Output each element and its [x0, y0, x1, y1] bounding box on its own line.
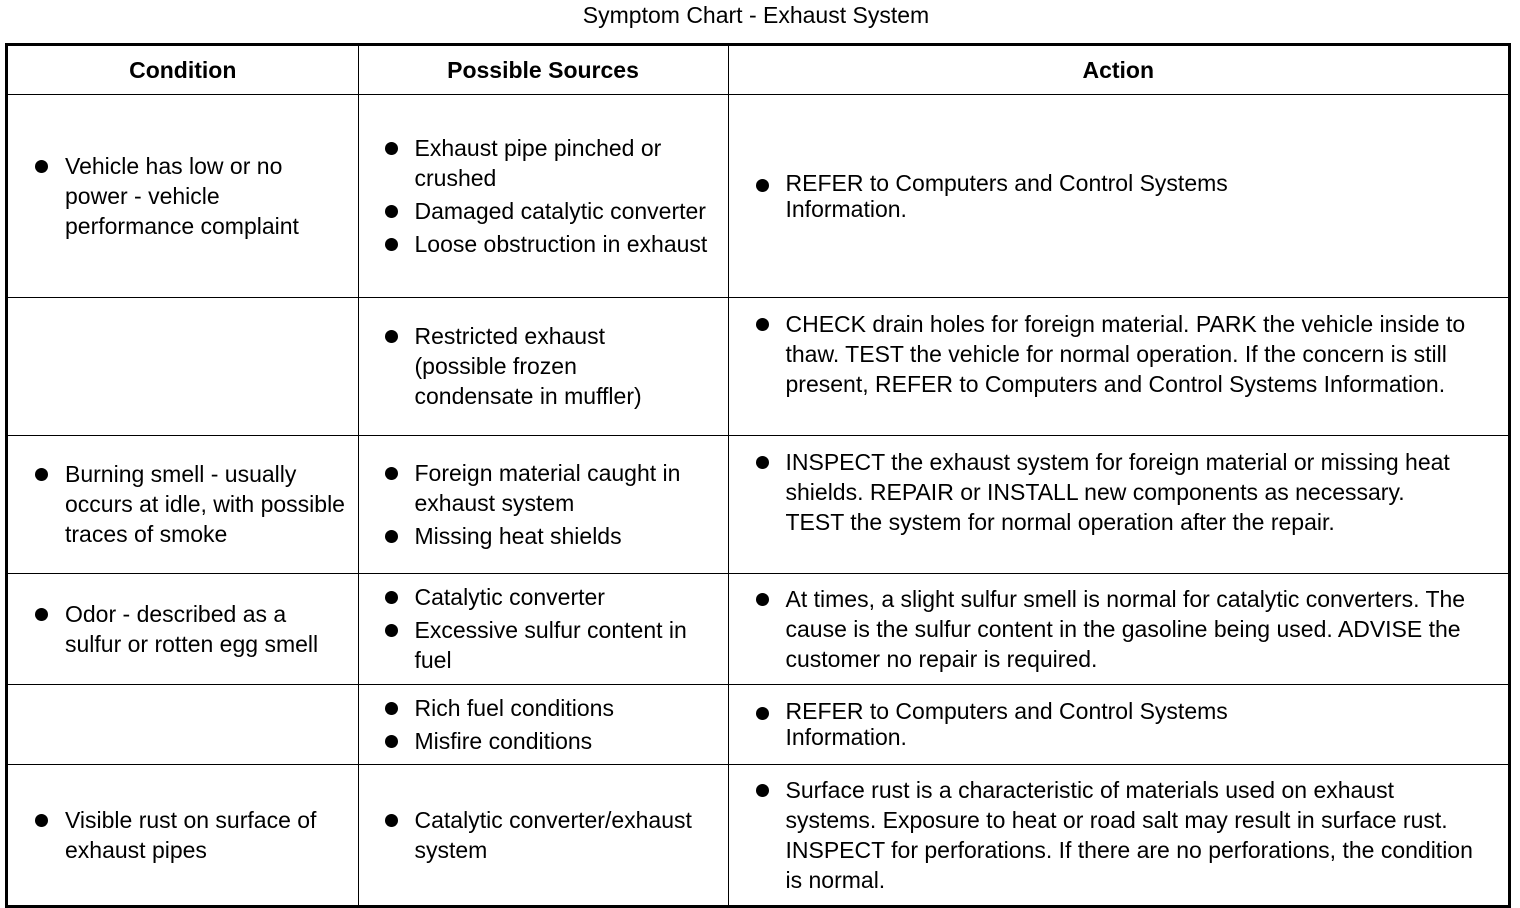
- action-cell: [728, 684, 1508, 764]
- table-row: [8, 684, 1508, 764]
- source-item: Catalytic converter/exhaust system: [359, 805, 728, 865]
- header-condition: Condition: [8, 46, 358, 94]
- sources-cell: [358, 94, 728, 297]
- table-row: [8, 94, 1508, 297]
- action-cell: [728, 435, 1508, 573]
- header-possible-sources: Possible Sources: [358, 46, 728, 94]
- table-row: [8, 297, 1508, 435]
- chart-title: Symptom Chart - Exhaust System: [582, 2, 930, 28]
- source-item: Damaged catalytic converter: [359, 196, 728, 226]
- source-item: Exhaust pipe pinched or crushed: [359, 133, 728, 193]
- header-row: [8, 46, 1508, 94]
- condition-cell: [8, 764, 358, 905]
- source-item: Missing heat shields: [359, 521, 728, 551]
- symptom-table: [8, 46, 1508, 905]
- condition-cell: [8, 297, 358, 435]
- source-item: Rich fuel conditions: [359, 693, 728, 723]
- condition-cell: [8, 94, 358, 297]
- symptom-table-frame: [5, 43, 1511, 908]
- condition-text: Visible rust on surface of exhaust pipes: [8, 805, 358, 865]
- action-text: REFER to Computers and Control Systems Information.: [729, 170, 1509, 222]
- table-row: [8, 764, 1508, 905]
- source-item: Catalytic converter: [359, 582, 728, 612]
- source-item: Loose obstruction in exhaust: [359, 229, 728, 259]
- condition-cell: [8, 435, 358, 573]
- header-action: Action: [728, 46, 1508, 94]
- action-cell: [728, 573, 1508, 684]
- source-item: Misfire conditions: [359, 726, 728, 756]
- action-text: INSPECT the exhaust system for foreign material or missing heat shields. REPAIR or INSTALL new components as necessary. TEST the system for normal operation after the repair.: [729, 447, 1509, 537]
- action-text: At times, a slight sulfur smell is normal for catalytic converters. The cause is the sulfur content in the gasoline being used. ADVISE the customer no repair is required.: [729, 584, 1509, 674]
- action-cell: [728, 297, 1508, 435]
- sources-cell: [358, 297, 728, 435]
- condition-cell: [8, 573, 358, 684]
- sources-cell: [358, 764, 728, 905]
- action-text: CHECK drain holes for foreign material. PARK the vehicle inside to thaw. TEST the vehicle for normal operation. If the concern is still present, REFER to Computers and Control Systems Information.: [729, 309, 1509, 399]
- sources-cell: [358, 435, 728, 573]
- condition-text: Odor - described as a sulfur or rotten egg smell: [8, 599, 358, 659]
- source-item: Foreign material caught in exhaust system: [359, 458, 728, 518]
- condition-text: Vehicle has low or no power - vehicle performance complaint: [8, 151, 358, 241]
- sources-cell: [358, 573, 728, 684]
- source-item: Restricted exhaust (possible frozen condensate in muffler): [359, 321, 728, 411]
- condition-cell: [8, 684, 358, 764]
- condition-text: Burning smell - usually occurs at idle, with possible traces of smoke: [8, 459, 358, 549]
- action-text: REFER to Computers and Control Systems Information.: [729, 698, 1509, 750]
- action-text: Surface rust is a characteristic of materials used on exhaust systems. Exposure to heat or road salt may result in surface rust. INSPECT for perforations. If there are no perforations, the condition is normal.: [729, 775, 1509, 895]
- action-cell: [728, 94, 1508, 297]
- source-item: Excessive sulfur content in fuel: [359, 615, 728, 675]
- table-row: [8, 435, 1508, 573]
- table-row: [8, 573, 1508, 684]
- action-cell: [728, 764, 1508, 905]
- sources-cell: [358, 684, 728, 764]
